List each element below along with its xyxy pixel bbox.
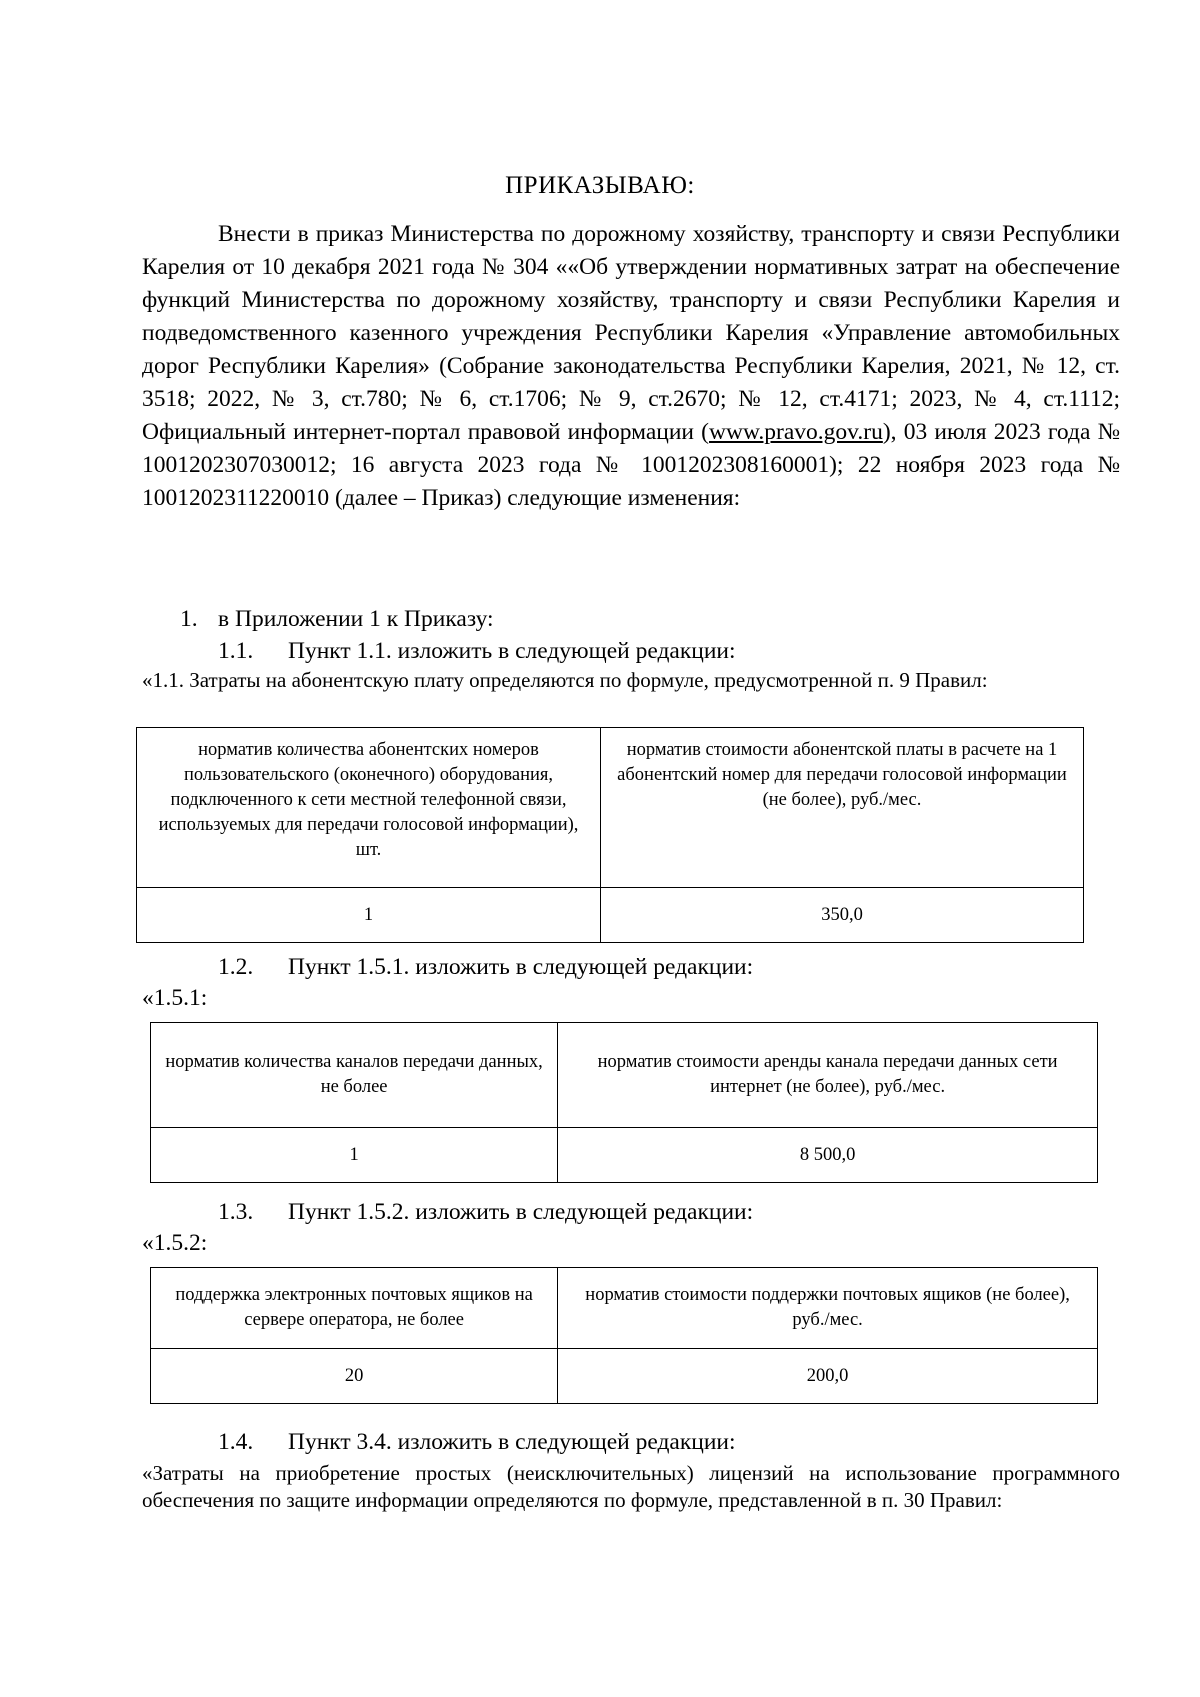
intro-paragraph	[142, 218, 1120, 515]
subitem-1-4-quote: «Затраты на приобретение простых (неисключительных) лицензий на использование программного обеспечения по защите информации определяются по формуле, представленной в п. 30 Правил:	[142, 1461, 1120, 1512]
subitem-1-2	[218, 952, 753, 982]
subitem-1-1-number: 1.1.	[218, 638, 254, 664]
table-cell: 20	[151, 1349, 558, 1404]
table-cell: 1	[137, 888, 601, 943]
table-row	[151, 1128, 1098, 1183]
order-heading: ПРИКАЗЫВАЮ:	[505, 172, 695, 199]
subitem-1-4	[218, 1427, 736, 1457]
subitem-1-3-quote: «1.5.2:	[142, 1230, 208, 1256]
data-channel-table	[150, 1022, 1098, 1183]
table-header-cell: норматив стоимости поддержки почтовых ящиков (не более), руб./мес.	[558, 1268, 1098, 1349]
table-header-row	[151, 1023, 1098, 1128]
item-1-text: в Приложении 1 к Приказу:	[218, 606, 494, 632]
table-header-row	[137, 728, 1084, 888]
subitem-1-4-number: 1.4.	[218, 1429, 254, 1455]
mailbox-support-table	[150, 1267, 1098, 1404]
table-row	[151, 1349, 1098, 1404]
subitem-1-1-text: Пункт 1.1. изложить в следующей редакции:	[288, 638, 736, 664]
table-header-row	[151, 1268, 1098, 1349]
subscriber-fee-table	[136, 727, 1084, 943]
table-cell: 200,0	[558, 1349, 1098, 1404]
subitem-1-4-text: Пункт 3.4. изложить в следующей редакции:	[288, 1429, 736, 1455]
item-1	[180, 604, 494, 634]
table-header-cell: норматив количества абонентских номеров пользовательского (оконечного) оборудования, подключенного к сети местной телефонной связи, используемых для передачи голосовой информации), шт.	[137, 728, 601, 888]
table-cell: 350,0	[601, 888, 1084, 943]
table-cell: 8 500,0	[558, 1128, 1098, 1183]
table-header-cell: поддержка электронных почтовых ящиков на сервере оператора, не более	[151, 1268, 558, 1349]
subitem-1-1	[218, 636, 736, 666]
intro-text-end: ), 03 июля 2023 года № 1001202307030012; 16 августа 2023 года № 1001202308160001); 22 ноября 2023 года № 1001202311220010 (далее – Приказ) следующие изменения:	[142, 419, 1120, 511]
item-1-number: 1.	[180, 606, 198, 632]
subitem-1-3	[218, 1197, 753, 1227]
subitem-1-2-number: 1.2.	[218, 954, 254, 980]
subitem-1-2-text: Пункт 1.5.1. изложить в следующей редакции:	[288, 954, 754, 980]
table-header-cell: норматив количества каналов передачи данных, не более	[151, 1023, 558, 1128]
table-cell: 1	[151, 1128, 558, 1183]
subitem-1-2-quote: «1.5.1:	[142, 985, 208, 1011]
table-header-cell: норматив стоимости аренды канала передачи данных сети интернет (не более), руб./мес.	[558, 1023, 1098, 1128]
pravo-link[interactable]: www.pravo.gov.ru	[709, 419, 883, 445]
intro-text-start: Внести в приказ Министерства по дорожному хозяйству, транспорту и связи Республики Карелия от 10 декабря 2021 года № 304 ««Об утверждении нормативных затрат на обеспечение функций Министерства по дорожному хозяйству, транспорту и связи Республики Карелия и подведомственного казенного учреждения Республики Карелия «Управление автомобильных дорог Республики Карелия» (Собрание законодательства Республики Карелия, 2021, № 12, ст. 3518; 2022, № 3, ст.780; № 6, ст.1706; № 9, ст.2670; № 12, ст.4171; 2023, № 4, ст.1112; Официальный интернет-портал правовой информации (	[142, 221, 1120, 445]
subitem-1-1-quote: «1.1. Затраты на абонентскую плату определяются по формуле, предусмотренной п. 9 Правил:	[142, 668, 988, 692]
subitem-1-3-number: 1.3.	[218, 1199, 254, 1225]
table-header-cell: норматив стоимости абонентской платы в расчете на 1 абонентский номер для передачи голосовой информации (не более), руб./мес.	[601, 728, 1084, 888]
subitem-1-3-text: Пункт 1.5.2. изложить в следующей редакции:	[288, 1199, 754, 1225]
table-row	[137, 888, 1084, 943]
